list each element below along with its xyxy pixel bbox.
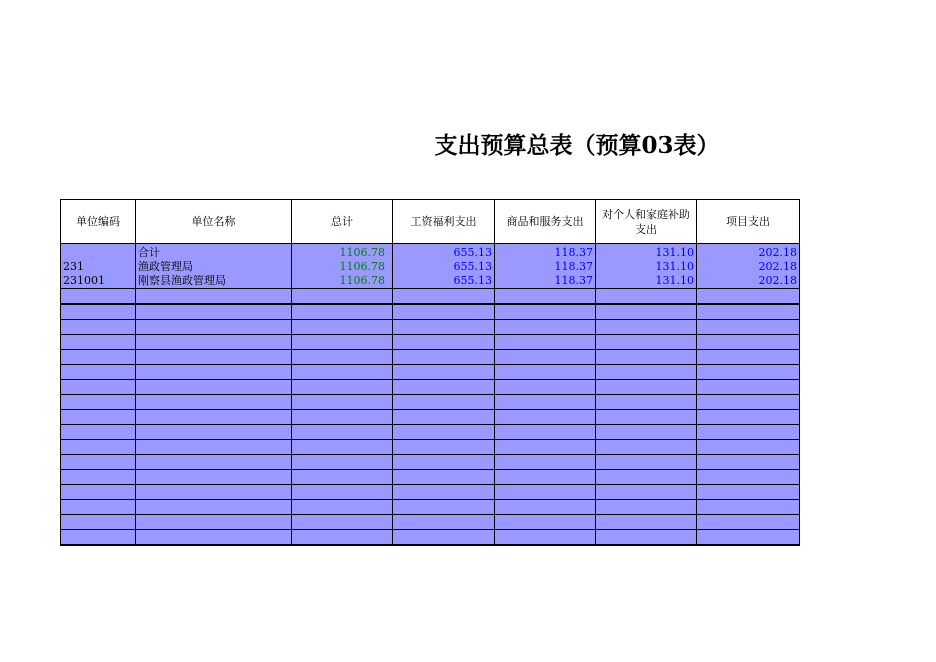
empty-cell — [61, 455, 136, 470]
empty-cell — [697, 515, 800, 530]
empty-cell — [393, 530, 495, 546]
header-goods-services: 商品和服务支出 — [495, 200, 596, 244]
empty-cell — [393, 320, 495, 335]
empty-cell — [393, 365, 495, 380]
empty-cell — [292, 485, 393, 500]
empty-cell — [292, 395, 393, 410]
empty-table-row — [61, 455, 800, 470]
empty-cell — [61, 410, 136, 425]
empty-cell — [393, 500, 495, 515]
empty-cell — [61, 470, 136, 485]
cell-personal-family-subsidy: 131.10 — [596, 260, 697, 274]
empty-cell — [596, 395, 697, 410]
empty-cell — [292, 350, 393, 365]
empty-table-row — [61, 470, 800, 485]
empty-cell — [596, 425, 697, 440]
empty-cell — [596, 365, 697, 380]
empty-cell — [136, 500, 292, 515]
empty-cell — [495, 455, 596, 470]
empty-cell — [596, 515, 697, 530]
empty-cell — [61, 335, 136, 350]
empty-cell — [596, 485, 697, 500]
empty-table-row — [61, 485, 800, 500]
empty-table-row — [61, 500, 800, 515]
empty-cell — [292, 320, 393, 335]
empty-cell — [697, 410, 800, 425]
empty-table-row — [61, 289, 800, 305]
empty-cell — [393, 485, 495, 500]
empty-cell — [136, 320, 292, 335]
empty-cell — [292, 515, 393, 530]
empty-cell — [136, 304, 292, 320]
empty-cell — [596, 530, 697, 546]
empty-cell — [697, 335, 800, 350]
empty-cell — [495, 485, 596, 500]
empty-cell — [136, 335, 292, 350]
cell-personal-family-subsidy: 131.10 — [596, 244, 697, 261]
empty-cell — [292, 335, 393, 350]
table-row — [61, 260, 800, 274]
header-unit-name: 单位名称 — [136, 200, 292, 244]
empty-cell — [61, 395, 136, 410]
empty-table-row — [61, 304, 800, 320]
empty-cell — [697, 440, 800, 455]
empty-table-row — [61, 440, 800, 455]
empty-cell — [292, 425, 393, 440]
empty-cell — [495, 365, 596, 380]
empty-table-row — [61, 395, 800, 410]
empty-cell — [61, 320, 136, 335]
empty-cell — [596, 410, 697, 425]
empty-cell — [697, 500, 800, 515]
cell-total: 1106.78 — [292, 260, 393, 274]
empty-cell — [596, 470, 697, 485]
cell-unit-name: 渔政管理局 — [136, 260, 292, 274]
empty-cell — [61, 485, 136, 500]
table-row — [61, 244, 800, 261]
empty-table-row — [61, 410, 800, 425]
empty-cell — [61, 500, 136, 515]
empty-cell — [61, 380, 136, 395]
empty-cell — [61, 515, 136, 530]
empty-cell — [292, 380, 393, 395]
empty-cell — [136, 440, 292, 455]
empty-cell — [697, 289, 800, 305]
empty-cell — [292, 289, 393, 305]
empty-cell — [596, 289, 697, 305]
empty-cell — [136, 410, 292, 425]
cell-personal-family-subsidy: 131.10 — [596, 274, 697, 289]
empty-cell — [292, 304, 393, 320]
empty-cell — [393, 350, 495, 365]
empty-table-row — [61, 515, 800, 530]
empty-cell — [596, 320, 697, 335]
empty-cell — [495, 320, 596, 335]
empty-cell — [495, 350, 596, 365]
cell-unit-name: 刚察县渔政管理局 — [136, 274, 292, 289]
cell-unit-name: 合计 — [136, 244, 292, 261]
empty-cell — [697, 365, 800, 380]
empty-cell — [495, 440, 596, 455]
empty-cell — [136, 470, 292, 485]
empty-cell — [292, 500, 393, 515]
empty-cell — [136, 395, 292, 410]
empty-cell — [596, 380, 697, 395]
empty-cell — [292, 365, 393, 380]
empty-table-row — [61, 530, 800, 546]
empty-cell — [61, 530, 136, 546]
empty-cell — [495, 425, 596, 440]
empty-cell — [61, 425, 136, 440]
cell-project-expense: 202.18 — [697, 274, 800, 289]
empty-cell — [136, 530, 292, 546]
empty-cell — [61, 365, 136, 380]
empty-table-row — [61, 380, 800, 395]
empty-cell — [495, 304, 596, 320]
empty-cell — [697, 380, 800, 395]
empty-cell — [697, 425, 800, 440]
cell-total: 1106.78 — [292, 244, 393, 261]
empty-cell — [495, 289, 596, 305]
empty-cell — [393, 289, 495, 305]
empty-cell — [495, 530, 596, 546]
empty-cell — [61, 350, 136, 365]
header-total: 总计 — [292, 200, 393, 244]
empty-cell — [697, 304, 800, 320]
table-row — [61, 274, 800, 289]
empty-cell — [596, 455, 697, 470]
empty-cell — [393, 425, 495, 440]
empty-cell — [61, 304, 136, 320]
empty-cell — [697, 530, 800, 546]
empty-cell — [61, 440, 136, 455]
empty-cell — [697, 320, 800, 335]
cell-goods-services: 118.37 — [495, 274, 596, 289]
empty-cell — [495, 380, 596, 395]
empty-cell — [393, 335, 495, 350]
empty-table-row — [61, 320, 800, 335]
empty-cell — [136, 485, 292, 500]
report-title: 支出预算总表（预算03表） — [434, 132, 720, 159]
empty-cell — [495, 500, 596, 515]
empty-table-row — [61, 365, 800, 380]
empty-cell — [393, 455, 495, 470]
empty-cell — [697, 485, 800, 500]
empty-cell — [596, 335, 697, 350]
empty-cell — [292, 470, 393, 485]
empty-cell — [136, 365, 292, 380]
empty-cell — [136, 350, 292, 365]
cell-salary-welfare: 655.13 — [393, 274, 495, 289]
empty-cell — [697, 455, 800, 470]
header-project-expense: 项目支出 — [697, 200, 800, 244]
cell-goods-services: 118.37 — [495, 260, 596, 274]
empty-cell — [495, 470, 596, 485]
empty-cell — [292, 530, 393, 546]
empty-cell — [292, 410, 393, 425]
empty-table-row — [61, 425, 800, 440]
cell-total: 1106.78 — [292, 274, 393, 289]
header-unit-code: 单位编码 — [61, 200, 136, 244]
empty-cell — [697, 350, 800, 365]
empty-cell — [136, 289, 292, 305]
empty-cell — [393, 515, 495, 530]
empty-table-row — [61, 335, 800, 350]
empty-cell — [393, 395, 495, 410]
empty-cell — [61, 289, 136, 305]
cell-unit-code — [61, 244, 136, 261]
empty-cell — [596, 440, 697, 455]
cell-unit-code: 231001 — [61, 274, 136, 289]
empty-cell — [596, 500, 697, 515]
empty-cell — [136, 380, 292, 395]
empty-cell — [495, 410, 596, 425]
empty-table-row — [61, 350, 800, 365]
empty-cell — [393, 304, 495, 320]
empty-cell — [136, 455, 292, 470]
header-salary-welfare: 工资福利支出 — [393, 200, 495, 244]
cell-project-expense: 202.18 — [697, 260, 800, 274]
empty-cell — [292, 455, 393, 470]
cell-unit-code: 231 — [61, 260, 136, 274]
empty-cell — [596, 350, 697, 365]
empty-cell — [596, 304, 697, 320]
empty-cell — [495, 335, 596, 350]
empty-cell — [136, 515, 292, 530]
empty-cell — [393, 470, 495, 485]
cell-goods-services: 118.37 — [495, 244, 596, 261]
cell-project-expense: 202.18 — [697, 244, 800, 261]
empty-cell — [393, 380, 495, 395]
empty-cell — [136, 425, 292, 440]
empty-cell — [697, 395, 800, 410]
table-header-row — [61, 200, 800, 244]
empty-cell — [697, 470, 800, 485]
empty-cell — [393, 410, 495, 425]
empty-cell — [495, 395, 596, 410]
budget-summary-table — [60, 199, 800, 546]
empty-cell — [495, 515, 596, 530]
empty-cell — [292, 440, 393, 455]
empty-cell — [393, 440, 495, 455]
cell-salary-welfare: 655.13 — [393, 260, 495, 274]
cell-salary-welfare: 655.13 — [393, 244, 495, 261]
header-personal-family-subsidy: 对个人和家庭补助支出 — [596, 200, 697, 244]
